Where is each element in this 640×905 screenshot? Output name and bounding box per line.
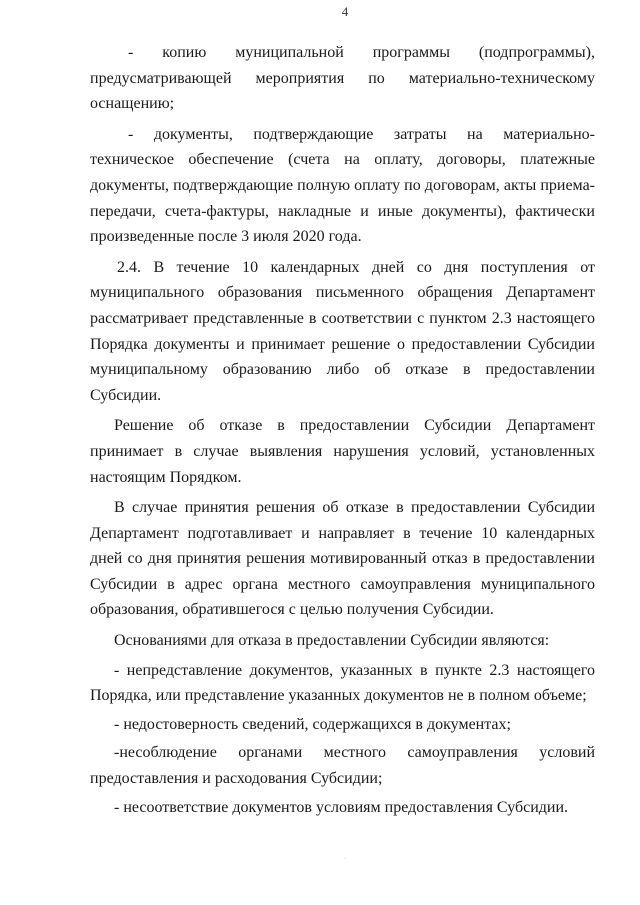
paragraph-refusal-notice: В случае принятия решения об отказе в предоставлении Субсидии Департамент подготавливает и направляет в течение 10 календарных дней со дня принятия решения мотивированный отказ в предоставлении Субсидии в адрес органа местного самоуправления муниципального образования, обратившегося с целью получения Субсидии. (90, 499, 595, 619)
list-item-unreliable-info: - недостоверность сведений, содержащихся в документах; (114, 715, 511, 733)
paragraph-refusal-decision: Решение об отказе в предоставлении Субсидии Департамент принимает в случае выявления нарушения условий, установленных настоящим Порядком. (90, 417, 595, 486)
page-number: 4 (341, 4, 349, 19)
paragraph-expense-documents: - документы, подтверждающие затраты на материально-техническое обеспечение (счета на оплату, договоры, платежные документы, подтверждающие полную оплату по договорам, акты приема-передачи, счета-фактуры, накладные и иные документы), фактически произведенные после 3 июля 2020 года. (90, 125, 595, 246)
paragraph-2-4: 2.4. В течение 10 календарных дней со дня поступления от муниципального образования письменного обращения Департамент рассматривает представленные в соответствии с пунктом 2.3 настоящего Порядка документы и принимает решение о предоставлении Субсидии муниципальному образованию либо об отказе в предоставлении Субсидии. (90, 258, 595, 404)
list-item-conditions-violation: -несоблюдение органами местного самоуправления условий предоставления и расходования Субсидии; (90, 744, 595, 788)
document-body (90, 40, 595, 820)
paragraph-program-copy: - копию муниципальной программы (подпрограммы), предусматривающей мероприятия по материально-техническому оснащению; (90, 44, 595, 113)
paragraph-refusal-grounds-intro: Основаниями для отказа в предоставлении Субсидии являются: (114, 632, 550, 650)
scan-speck: · (344, 856, 346, 862)
list-item-documents-mismatch: - несоответствие документов условиям предоставления Субсидии. (114, 798, 569, 816)
list-item-missing-documents: - непредставление документов, указанных в пункте 2.3 настоящего Порядка, или представление указанных документов не в полном объеме; (90, 661, 595, 705)
